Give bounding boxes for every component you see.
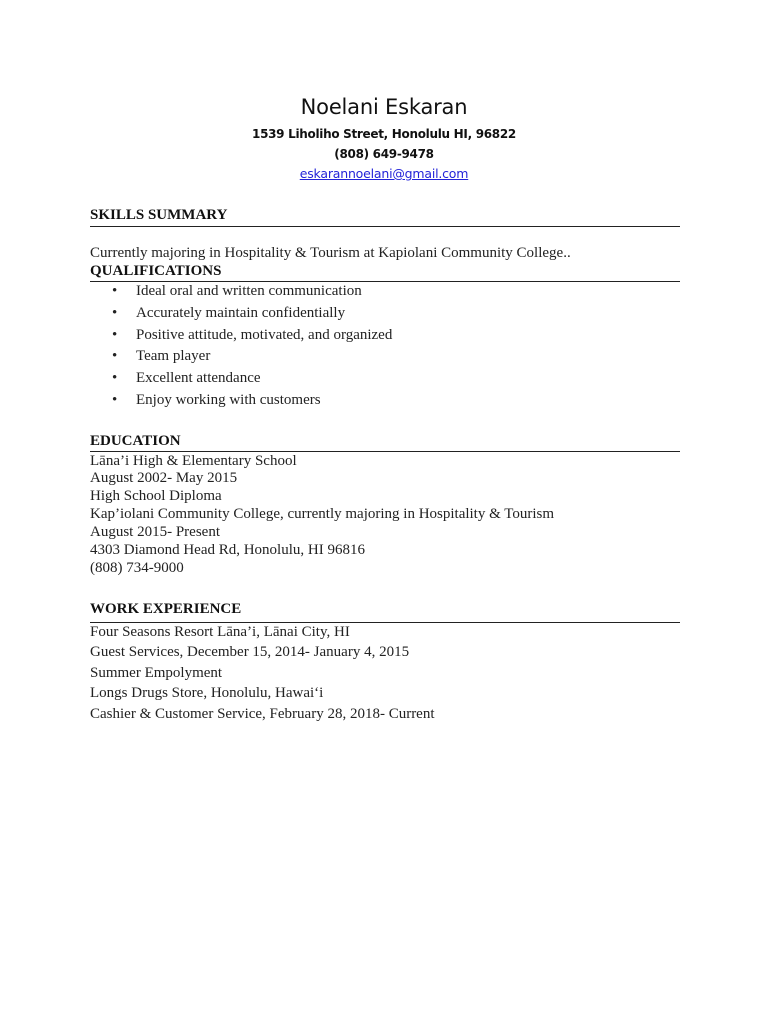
education-line: Kap’iolani Community College, currently majoring in Hospitality & Tourism <box>90 506 555 522</box>
education-line: August 2002- May 2015 <box>90 470 238 486</box>
qualification-item: Positive attitude, motivated, and organized <box>136 327 393 343</box>
education-line: (808) 734-9000 <box>90 560 184 576</box>
work-line: Guest Services, December 15, 2014- January 4, 2015 <box>90 644 410 660</box>
qualification-item: Excellent attendance <box>136 370 261 386</box>
skills-divider <box>90 226 680 227</box>
qualification-item: Enjoy working with customers <box>136 392 321 408</box>
education-line: 4303 Diamond Head Rd, Honolulu, HI 96816 <box>90 542 365 558</box>
work-experience-heading: WORK EXPERIENCE <box>90 601 242 617</box>
email-link[interactable]: eskarannoelani@gmail.com <box>299 166 469 181</box>
skills-summary-heading: SKILLS SUMMARY <box>90 207 228 223</box>
education-line: Lāna’i High & Elementary School <box>90 453 297 469</box>
phone-number: (808) 649-9478 <box>334 147 434 161</box>
education-line: High School Diploma <box>90 488 222 504</box>
education-heading: EDUCATION <box>90 433 181 449</box>
candidate-name: Noelani Eskaran <box>300 95 468 119</box>
skills-summary-text: Currently majoring in Hospitality & Tourism at Kapiolani Community College.. <box>90 245 571 261</box>
bullet-icon: • <box>112 392 118 408</box>
education-line: August 2015- Present <box>90 524 220 540</box>
bullet-icon: • <box>112 370 118 386</box>
qualifications-heading: QUALIFICATIONS <box>90 263 222 279</box>
qualification-item: Team player <box>136 348 211 364</box>
work-line: Four Seasons Resort Lāna’i, Lānai City, HI <box>90 624 350 640</box>
work-line: Cashier & Customer Service, February 28, 2018- Current <box>90 706 435 722</box>
bullet-icon: • <box>112 327 118 343</box>
qualification-item: Accurately maintain confidentially <box>136 305 346 321</box>
work-line: Longs Drugs Store, Honolulu, Hawai‘i <box>90 685 324 701</box>
work-line: Summer Empolyment <box>90 665 223 681</box>
bullet-icon: • <box>112 348 118 364</box>
address: 1539 Liholiho Street, Honolulu HI, 96822 <box>252 127 516 141</box>
qualification-item: Ideal oral and written communication <box>136 283 362 299</box>
bullet-icon: • <box>112 283 118 299</box>
bullet-icon: • <box>112 305 118 321</box>
